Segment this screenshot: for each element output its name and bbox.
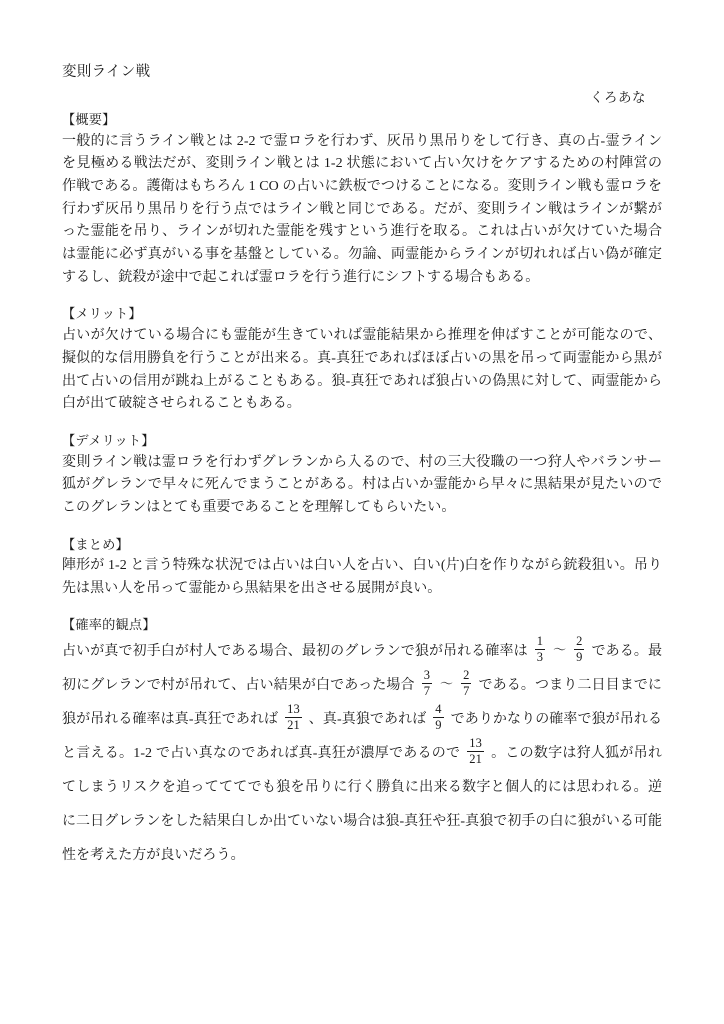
fraction-denominator: 21 xyxy=(469,751,482,766)
range-separator-2: ～ xyxy=(440,675,454,691)
probability-text-4: 、真-真狼であれば xyxy=(308,712,427,728)
section-heading-summary: 【まとめ】 xyxy=(62,536,129,552)
fraction-denominator: 9 xyxy=(435,717,442,732)
probability-text-2: である。最初にグレランで村が吊れて、占い結果が白であった場合 xyxy=(62,644,663,694)
probability-text-5: でありかなりの確率で狼が吊れると言える。1-2 で占い真なのであれば真-真狂が濃厚であるので xyxy=(62,712,662,762)
section-body-merits: 占いが欠けている場合にも霊能が生きていれば霊能結果から推理を伸ばすことが可能なので、擬似的な信用勝負を行うことが出来る。真-真狂であればほぼ占いの黒を吊って両霊能から黒が出て占いの信用が跳ね上がることもある。狼-真狂であれば狼占いの偽黒に対して、両霊能から白が出て破綻させられることもある。 xyxy=(62,328,662,412)
fraction-numerator: 2 xyxy=(576,634,583,649)
fraction-numerator: 4 xyxy=(435,702,442,717)
section-body-probability xyxy=(62,635,662,872)
fraction-denominator: 9 xyxy=(576,649,583,664)
fraction-one-third xyxy=(535,635,545,664)
section-heading-demerits: 【デメリット】 xyxy=(62,432,155,448)
probability-text-3: である。つまり二日目までに狼が吊れる確率は真-真狂であれば xyxy=(62,678,662,728)
document-title: 変則ライン戦 xyxy=(62,64,151,80)
fraction-denominator: 3 xyxy=(536,649,544,664)
section-overview xyxy=(62,111,662,289)
fraction-thirteen-twentyfirsts-b xyxy=(467,737,484,766)
section-body-demerits: 変則ライン戦は霊ロラを行わずグレランから入るので、村の三大役職の一つ狩人やバランサー狐がグレランで早々に死んでまうことがある。村は占いか霊能から早々に黒結果が見たいのでこのグレランはとても重要であることを理解してもらいたい。 xyxy=(62,454,662,515)
section-heading-overview: 【概要】 xyxy=(62,112,116,127)
document-author: くろあな xyxy=(590,89,646,105)
fraction-numerator: 1 xyxy=(536,634,544,649)
fraction-denominator: 7 xyxy=(463,683,470,698)
section-demerits xyxy=(62,432,662,520)
section-heading-merits: 【メリット】 xyxy=(62,306,142,322)
fraction-two-ninths xyxy=(574,635,584,664)
section-probability xyxy=(62,616,662,873)
fraction-denominator: 7 xyxy=(423,683,430,698)
section-merits xyxy=(62,305,662,415)
document-body xyxy=(62,62,662,889)
section-summary xyxy=(62,536,662,601)
probability-text-6: 。この数字は狩人狐が吊れてしまうリスクを追ってててでも狼を吊りに行く勝負に出来る数字と個人的には思われる。逆に二日グレランをした結果白しか出ていない場合は狼-真狂や狂-真狼で初手の白に狼がいる可能性を考えた方が良いだろう。 xyxy=(62,746,662,863)
fraction-numerator: 3 xyxy=(423,668,430,683)
section-body-overview: 一般的に言うライン戦とは 2-2 で霊ロラを行わず、灰吊り黒吊りをして行き、真の占-霊ラインを見極める戦法だが、変則ライン戦とは 1-2 状態において占い欠けをケアするための村陣営の作戦である。護衛はもちろん 1 CO の占いに鉄板でつけることになる。変則ライン戦も霊ロラを行わず灰吊り黒吊りを行う点ではライン戦と同じである。だが、変則ライン戦はラインが繋がった霊能を吊り、ラインが切れた霊能を残すという進行を取る。これは占いが欠けていた場合は霊能に必ず真がいる事を基盤としている。勿論、両霊能からラインが切れれば占い偽が確定するし、銃殺が途中で起これば霊ロラを行う進行にシフトする場合もある。 xyxy=(62,133,662,285)
probability-text-1: 占いが真で初手白が村人である場合、最初のグレランで狼が吊れる確率は xyxy=(62,644,528,660)
fraction-numerator: 13 xyxy=(469,736,482,751)
fraction-thirteen-twentyfirsts-a xyxy=(285,703,302,732)
fraction-two-sevenths xyxy=(461,669,471,698)
range-separator-1: ～ xyxy=(553,641,567,657)
fraction-four-ninths xyxy=(433,703,443,732)
section-heading-probability: 【確率的観点】 xyxy=(62,616,156,632)
fraction-three-sevenths xyxy=(422,669,432,698)
fraction-numerator: 2 xyxy=(463,668,470,683)
fraction-numerator: 13 xyxy=(287,702,300,717)
section-body-summary: 陣形が 1-2 と言う特殊な状況では占いは白い人を占い、白い(片)白を作りながら銃殺狙い。吊り先は黒い人を吊って霊能から黒結果を出させる展開が良い。 xyxy=(62,558,662,597)
fraction-denominator: 21 xyxy=(287,717,300,732)
